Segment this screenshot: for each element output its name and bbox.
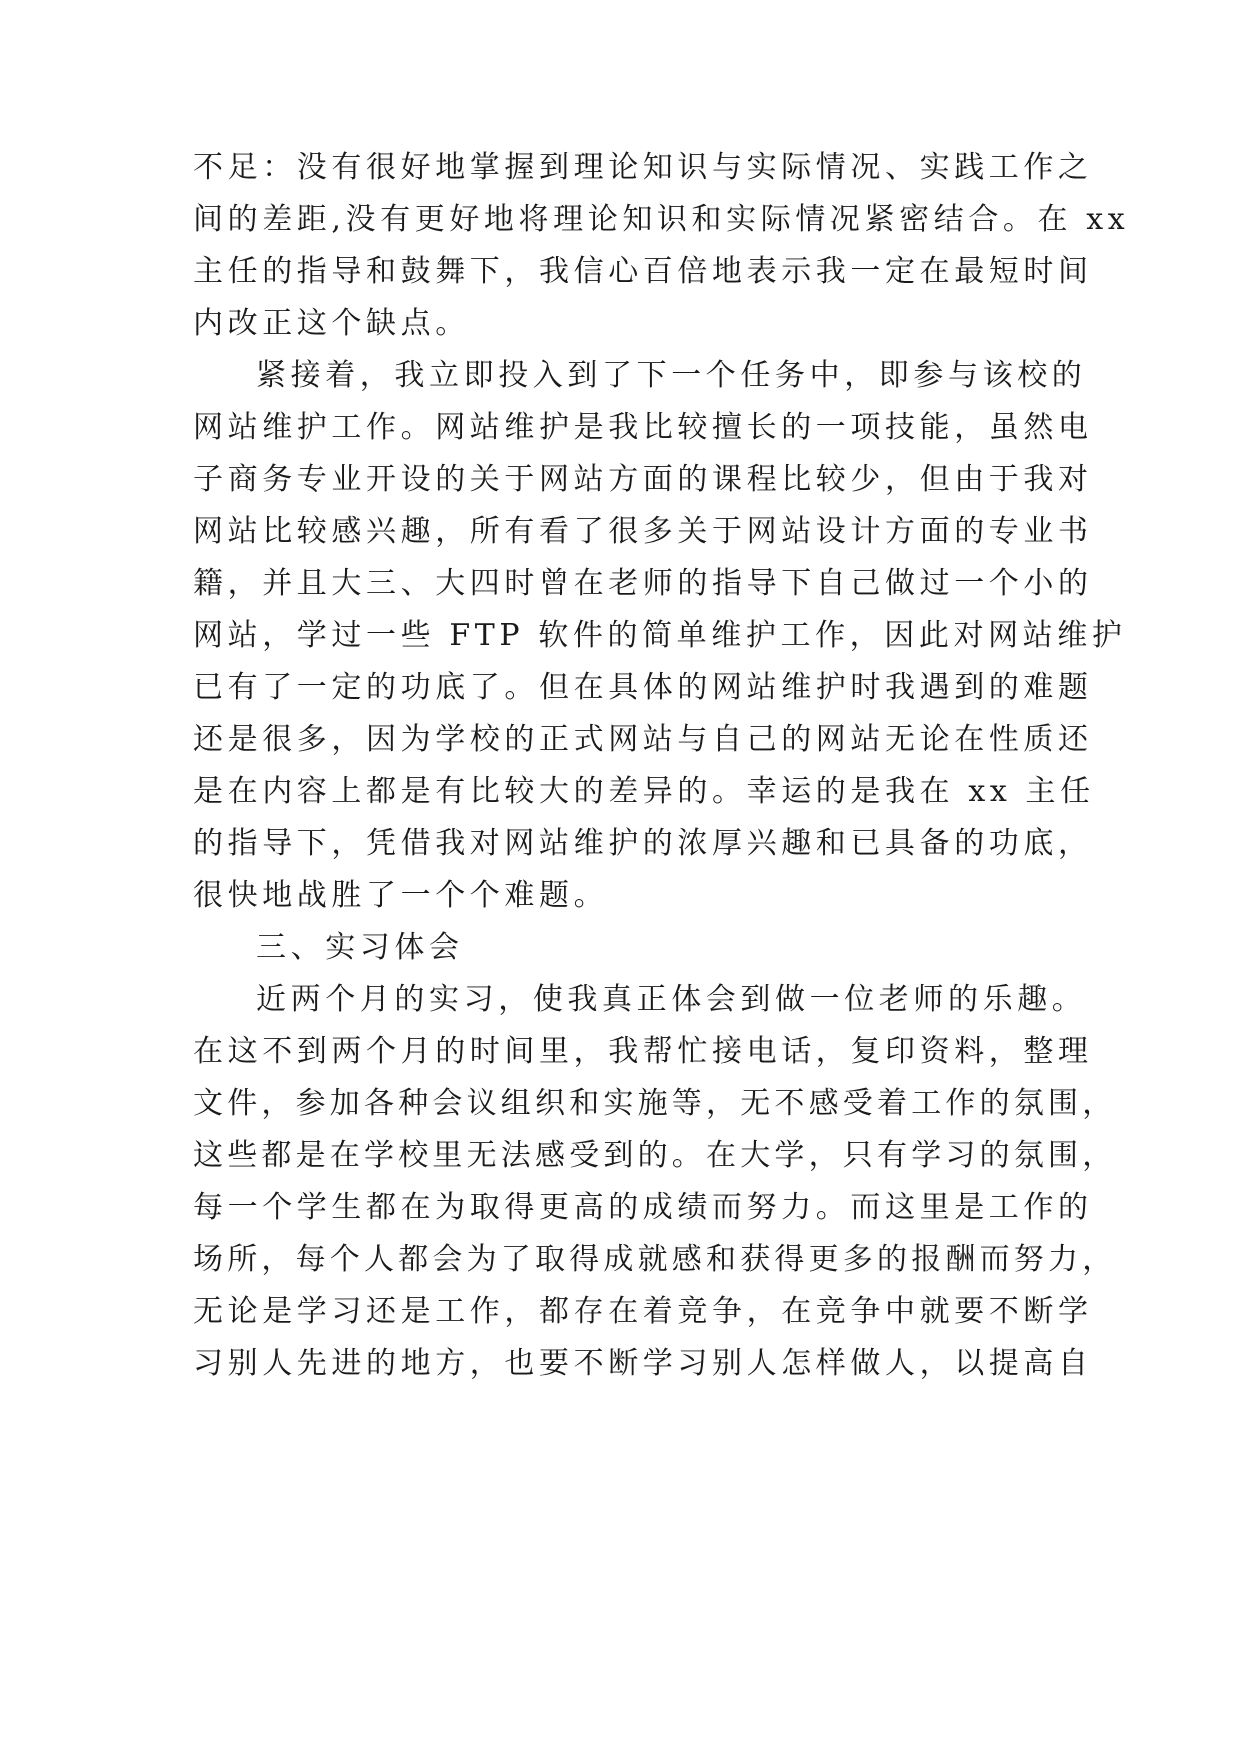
text-line: 每一个学生都在为取得更高的成绩而努力。而这里是工作的 (193, 1190, 1093, 1225)
text-line: 已有了一定的功底了。但在具体的网站维护时我遇到的难题 (193, 670, 1093, 705)
text-line: 网站维护工作。网站维护是我比较擅长的一项技能，虽然电 (193, 410, 1093, 445)
text-line: 习别人先进的地方，也要不断学习别人怎样做人，以提高自 (193, 1346, 1093, 1381)
text-line: 不足：没有很好地掌握到理论知识与实际情况、实践工作之 (193, 150, 1093, 185)
text-line: 在这不到两个月的时间里，我帮忙接电话，复印资料，整理 (193, 1034, 1093, 1069)
text-line: 无论是学习还是工作，都存在着竞争，在竞争中就要不断学 (193, 1294, 1093, 1329)
text-line: 网站比较感兴趣，所有看了很多关于网站设计方面的专业书 (193, 514, 1093, 549)
text-line: 子商务专业开设的关于网站方面的课程比较少，但由于我对 (193, 462, 1093, 497)
text-line: 很快地战胜了一个个难题。 (193, 878, 609, 913)
text-line: 这些都是在学校里无法感受到的。在大学，只有学习的氛围， (193, 1138, 1117, 1173)
text-line: 主任的指导和鼓舞下，我信心百倍地表示我一定在最短时间 (193, 254, 1093, 289)
section-heading: 三、实习体会 (256, 930, 464, 965)
text-line: 籍，并且大三、大四时曾在老师的指导下自己做过一个小的 (193, 566, 1093, 601)
text-line: 网站，学过一些 FTP 软件的简单维护工作，因此对网站维护 (193, 618, 1127, 653)
paragraph-first-line: 紧接着，我立即投入到了下一个任务中，即参与该校的 (256, 358, 1087, 393)
text-line: 是在内容上都是有比较大的差异的。幸运的是我在 xx 主任 (193, 774, 1095, 809)
text-line: 间的差距,没有更好地将理论知识和实际情况紧密结合。在 xx (193, 202, 1130, 237)
paragraph-first-line: 近两个月的实习，使我真正体会到做一位老师的乐趣。 (256, 982, 1087, 1017)
text-line: 内改正这个缺点。 (193, 306, 470, 341)
text-line: 文件，参加各种会议组织和实施等，无不感受着工作的氛围， (193, 1086, 1117, 1121)
text-line: 还是很多，因为学校的正式网站与自己的网站无论在性质还 (193, 722, 1093, 757)
text-line: 场所，每个人都会为了取得成就感和获得更多的报酬而努力， (193, 1242, 1117, 1277)
text-line: 的指导下，凭借我对网站维护的浓厚兴趣和已具备的功底， (193, 826, 1093, 861)
